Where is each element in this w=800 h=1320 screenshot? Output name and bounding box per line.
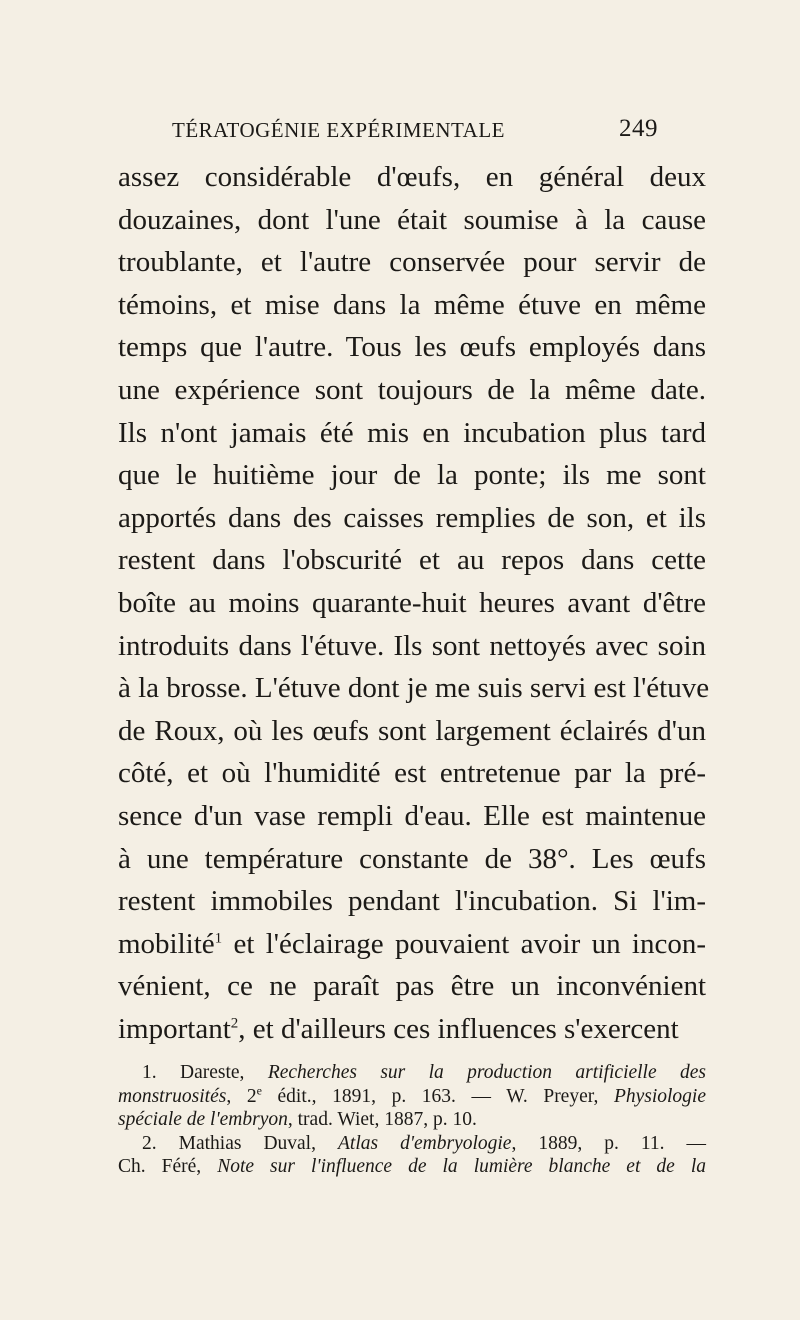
footnote-1-line — [118, 1085, 706, 1109]
text-line: boîte au moins quarante-huit heures avant d'être — [118, 586, 706, 619]
text-line: assez considérable d'œufs, en général deux — [118, 161, 706, 193]
footnote-2-line — [118, 1155, 706, 1179]
footnote-1-line — [118, 1061, 706, 1085]
cited-title: Atlas d'embryologie — [337, 1132, 512, 1154]
footnotes — [118, 1061, 706, 1179]
text-line: à la brosse. L'étuve dont je me suis servi est l'étuve — [118, 672, 710, 705]
text-segment: et l'éclairage pouvaient avoir un incon- — [222, 927, 706, 960]
footnote-text: Ch. Féré, — [118, 1156, 218, 1177]
text-line: temps que l'autre. Tous les œufs employés dans — [118, 331, 706, 364]
text-segment: important — [118, 1012, 231, 1045]
text-line: troublante, et l'autre conservée pour servir de — [118, 246, 706, 279]
text-line: témoins, et mise dans la même étuve en même — [118, 288, 706, 321]
text-line: à une température constante de 38°. Les œufs — [118, 842, 706, 875]
running-title: TÉRATOGÉNIE EXPÉRIMENTALE — [172, 118, 505, 142]
text-line: que le huitième jour de la ponte; ils me sont — [118, 459, 706, 492]
text-line: une expérience sont toujours de la même date. — [118, 373, 706, 406]
cited-title: monstruosités — [118, 1085, 227, 1107]
text-line: restent immobiles pendant l'incubation. Si l'im- — [118, 885, 706, 918]
footnote-2-line — [118, 1132, 706, 1156]
body-text — [118, 156, 710, 1050]
footnote-text: , trad. Wiet, 1887, p. 10. — [287, 1109, 477, 1130]
running-header — [172, 115, 658, 152]
footnote-mark-1[interactable]: 1 — [214, 930, 223, 947]
text-line: sence d'un vase rempli d'eau. Elle est maintenue — [118, 799, 706, 832]
cited-title: Note sur l'influence de la lumière blanche et de la — [217, 1156, 706, 1177]
text-line: apportés dans des caisses remplies de son, et ils — [118, 501, 706, 534]
footnote-1-line — [118, 1108, 706, 1132]
cited-title: Recherches sur la production artificielle des — [267, 1062, 706, 1083]
footnote-number: 1. Dareste, — [142, 1062, 268, 1083]
text-line: douzaines, dont l'une était soumise à la cause — [118, 203, 706, 236]
text-line: introduits dans l'étuve. Ils sont nettoyés avec soin — [118, 629, 706, 662]
text-line — [118, 923, 706, 966]
text-segment: mobilité — [118, 927, 215, 960]
page-number: 249 — [619, 115, 658, 142]
footnote-number: 2. Mathias Duval, — [142, 1132, 338, 1154]
text-line: Ils n'ont jamais été mis en incubation plus tard — [118, 416, 706, 449]
text-segment: , et d'ailleurs ces influences s'exercent — [238, 1012, 679, 1045]
superscript: e — [256, 1083, 262, 1097]
footnote-mark-2[interactable]: 2 — [230, 1015, 239, 1032]
cited-title: Physiologie — [613, 1085, 707, 1107]
text-line: côté, et où l'humidité est entretenue par la pré- — [118, 757, 706, 790]
cited-title: spéciale de l'embryon — [118, 1109, 288, 1130]
text-line: restent dans l'obscurité et au repos dans cette — [118, 544, 706, 577]
footnote-text: édit., 1891, p. 163. — W. Preyer, — [261, 1085, 614, 1107]
footnote-text: , 2 — [226, 1085, 257, 1107]
text-line: vénient, ce ne paraît pas être un inconvénient — [118, 970, 706, 1003]
text-line: de Roux, où les œufs sont largement éclairés d'un — [118, 714, 706, 747]
text-line — [118, 1008, 706, 1051]
footnote-text: , 1889, p. 11. — — [511, 1132, 706, 1154]
